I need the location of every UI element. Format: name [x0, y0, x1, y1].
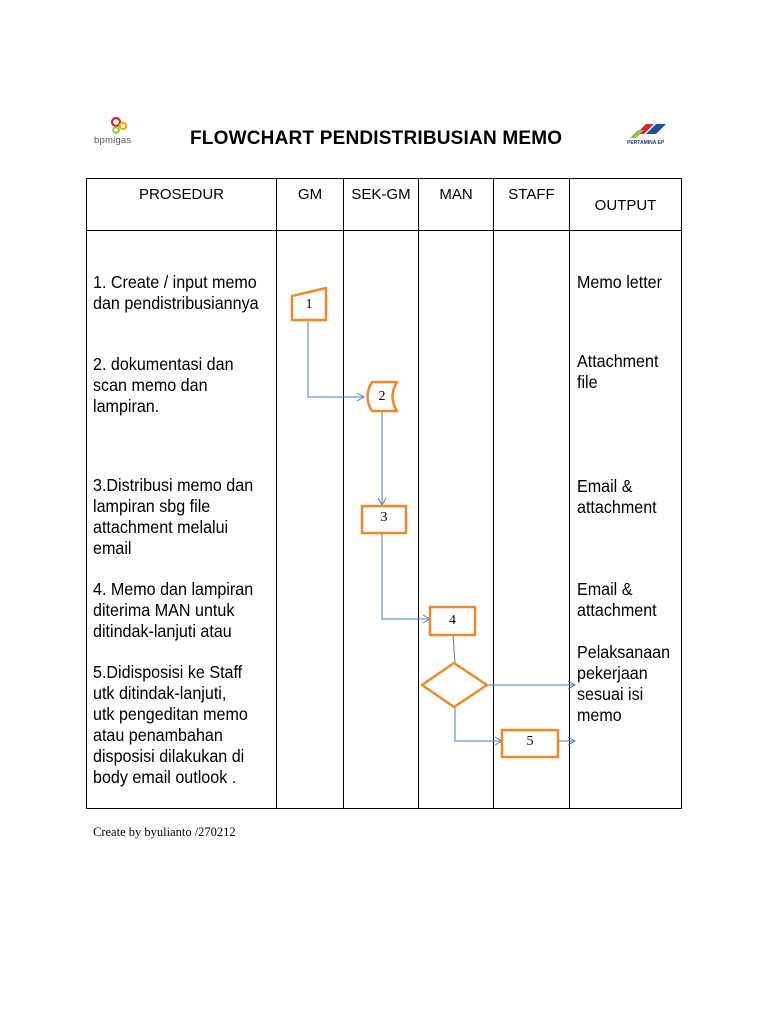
column-header-gm: GM	[297, 186, 323, 203]
step-2-label: 2	[378, 389, 386, 404]
connector-1-2	[308, 320, 364, 397]
connector-4-decision	[453, 635, 455, 663]
procedure-step-4: 4. Memo dan lampiran diterima MAN untuk ditindak-lanjuti atau	[93, 579, 254, 641]
column-header-prosedur: PROSEDUR	[138, 186, 224, 203]
column-header-output: OUTPUT	[594, 197, 657, 214]
step-3-label: 3	[380, 510, 388, 525]
column-header-sek-gm: SEK-GM	[351, 186, 411, 203]
output-step-1: Memo letter	[577, 272, 662, 292]
procedure-step-2: 2. dokumentasi dan scan memo dan lampiran.	[93, 354, 234, 416]
procedure-step-5: 5.Didisposisi ke Staff utk ditindak-lanjuti, utk pengeditan memo atau penambahan disposisi dilakukan di body email outlook .	[93, 662, 248, 787]
step-1-label: 1	[305, 297, 313, 312]
column-header-man: MAN	[439, 186, 473, 203]
connector-decision-5	[455, 707, 502, 741]
column-header-staff: STAFF	[508, 186, 555, 203]
output-step-4: Email & attachment	[577, 579, 657, 620]
output-step-3: Email & attachment	[577, 476, 657, 517]
pertamina-logo-text: PERTAMINA EP	[627, 140, 665, 146]
procedure-step-1: 1. Create / input memo dan pendistribusiannya	[93, 272, 259, 313]
output-step-2: Attachment file	[577, 351, 659, 392]
decision-diamond-shape	[422, 663, 487, 707]
output-step-5: Pelaksanaan pekerjaan sesuai isi memo	[577, 642, 671, 725]
step-5-label: 5	[526, 734, 534, 749]
page-title: FLOWCHART PENDISTRIBUSIAN MEMO	[190, 128, 563, 149]
procedure-step-3: 3.Distribusi memo dan lampiran sbg file attachment melalui email	[93, 475, 254, 558]
step-4-label: 4	[449, 613, 456, 628]
flow-shapes	[292, 288, 558, 757]
footer-credit: Create by byulianto /270212	[93, 825, 236, 839]
connector-3-4	[382, 534, 430, 619]
bpmigas-logo-text: bpmigas	[94, 135, 132, 146]
